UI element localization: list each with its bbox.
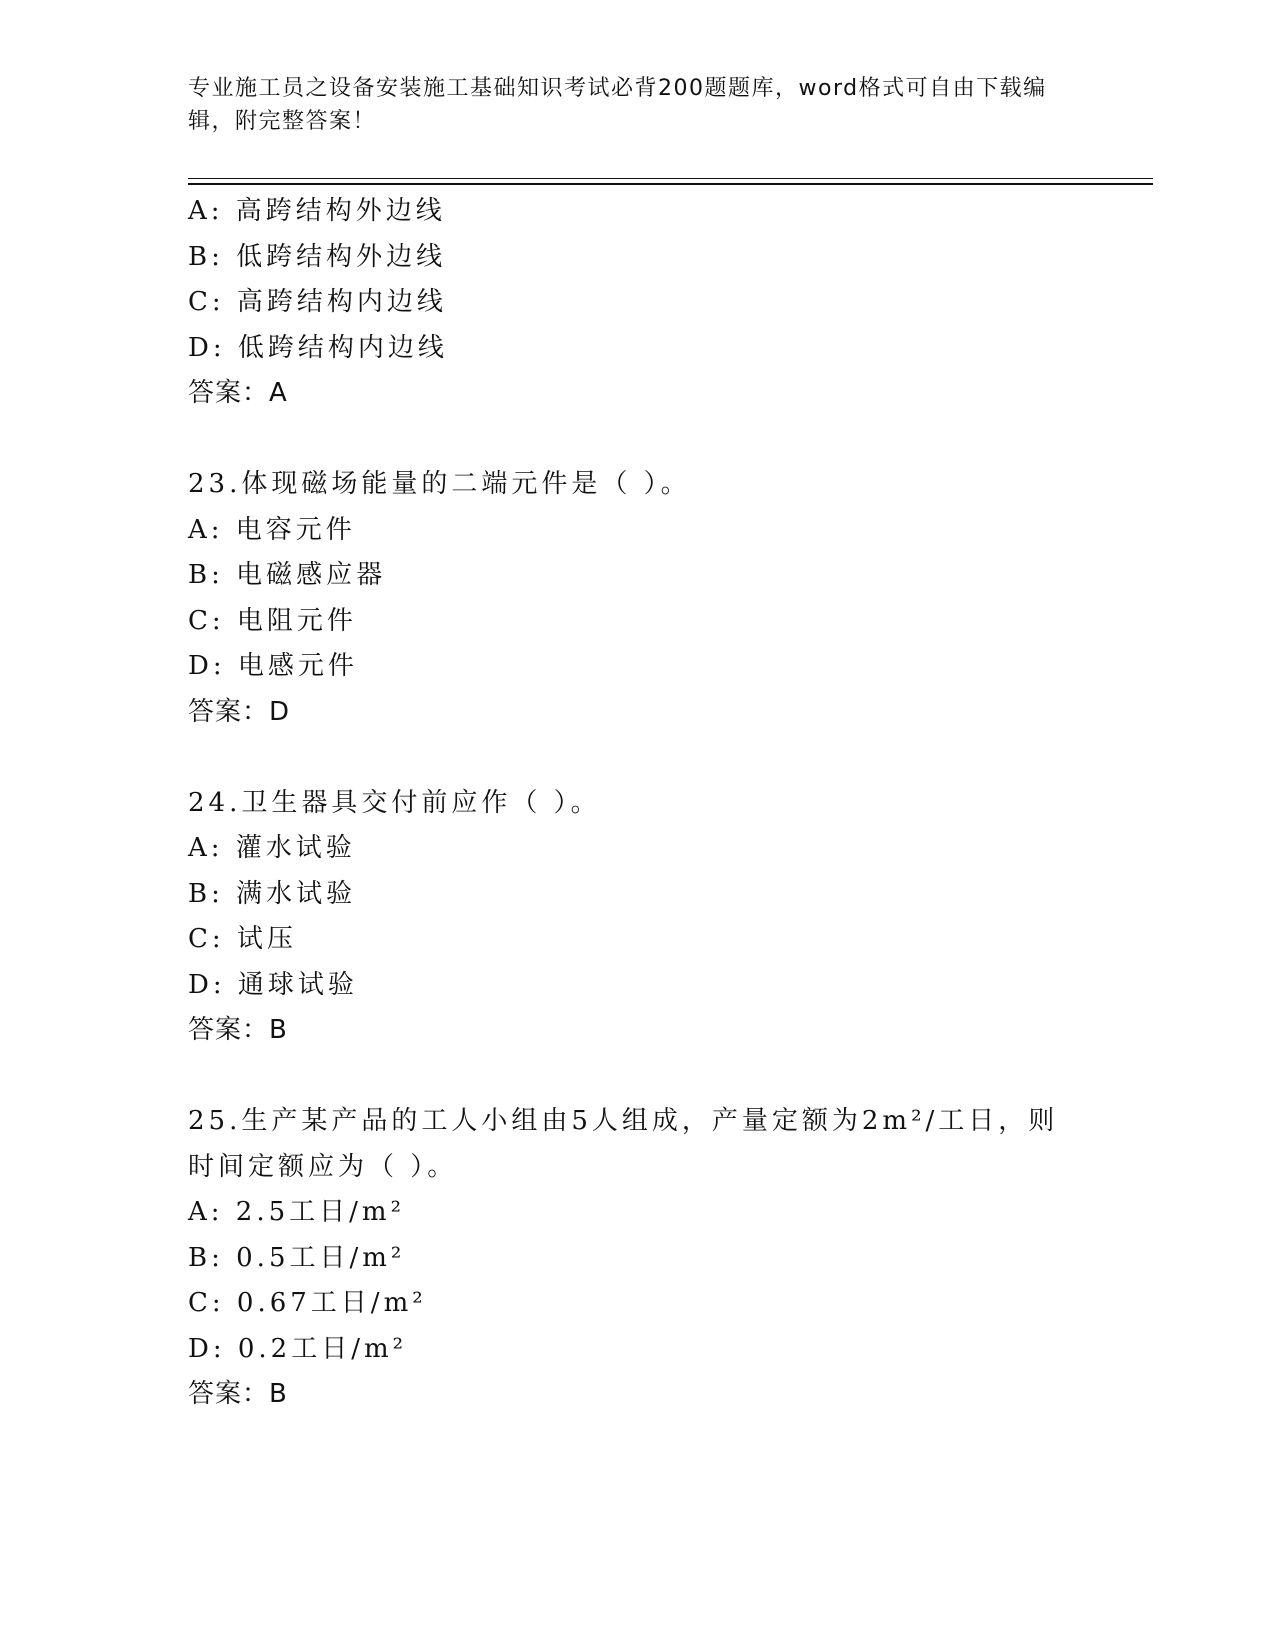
answer-line: 答案：D <box>188 696 291 727</box>
document-title: 专业施工员之设备安装施工基础知识考试必背200题题库，word格式可自由下载编辑，附完整答案！ <box>188 76 1047 134</box>
header-divider-thin <box>188 178 1153 179</box>
answer-line: 答案：B <box>188 1379 288 1409</box>
question-text: 25.生产某产品的工人小组由5人组成，产量定额为2m²/工日，则时间定额应为（ ）。 <box>188 1106 1059 1182</box>
answer-line: 答案：A <box>188 378 288 408</box>
option-a: A: 高跨结构外边线 <box>188 196 446 226</box>
option-c: C: 高跨结构内边线 <box>188 287 447 317</box>
spacer <box>188 735 1088 781</box>
option-b: B: 满水试验 <box>188 878 357 909</box>
option-c: C: 电阻元件 <box>188 605 357 636</box>
question-text: 24.卫生器具交付前应作（ ）。 <box>188 787 601 818</box>
question-25 <box>188 1099 1088 1418</box>
option-d: D: 低跨结构内边线 <box>188 332 448 363</box>
question-text: 23.体现磁场能量的二端元件是（ ）。 <box>188 469 691 499</box>
option-c: C: 试压 <box>188 924 297 954</box>
document-header <box>188 72 1068 138</box>
option-a: A: 灌水试验 <box>188 833 356 863</box>
question-22-continuation <box>188 189 1088 417</box>
option-d: D: 0.2工日/m² <box>188 1333 408 1364</box>
header-divider-thick <box>188 183 1153 185</box>
option-a: A: 2.5工日/m² <box>188 1197 405 1227</box>
spacer <box>188 417 1088 463</box>
option-b: B: 电磁感应器 <box>188 560 387 590</box>
option-a: A: 电容元件 <box>188 514 356 545</box>
answer-line: 答案：B <box>188 1015 288 1045</box>
spacer <box>188 1054 1088 1100</box>
question-23 <box>188 462 1088 735</box>
option-d: D: 通球试验 <box>188 969 358 1000</box>
option-d: D: 电感元件 <box>188 651 358 681</box>
option-c: C: 0.67工日/m² <box>188 1288 427 1318</box>
option-b: B: 0.5工日/m² <box>188 1242 406 1273</box>
question-24 <box>188 781 1088 1054</box>
option-b: B: 低跨结构外边线 <box>188 241 447 272</box>
question-list <box>188 189 1088 1418</box>
